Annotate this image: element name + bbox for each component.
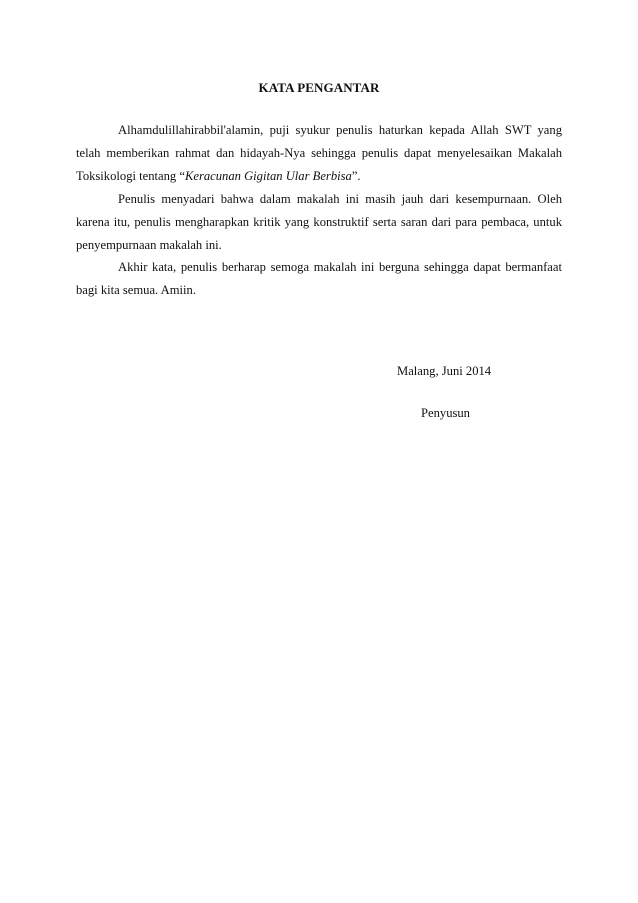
place-date: Malang, Juni 2014 — [397, 364, 492, 378]
document-body — [76, 119, 562, 302]
paragraph-2: Penulis menyadari bahwa dalam makalah ini masih jauh dari kesempurnaan. Oleh karena itu, penulis mengharapkan kritik yang konstruktif serta saran dari para pembaca, untuk penyempurnaan makalah ini. — [76, 191, 562, 252]
paragraph-1-italic-title: Keracunan Gigitan Ular Berbisa — [184, 168, 352, 183]
paragraph-1-text: Alhamdulillahirabbil'alamin, puji syukur penulis haturkan kepada Allah SWT yang telah memberikan rahmat dan hidayah-Nya sehingga penulis dapat menyelesaikan Makalah Toksikologi tentang “ — [76, 123, 562, 183]
paragraph-3: Akhir kata, penulis berharap semoga makalah ini berguna sehingga dapat bermanfaat bagi kita semua. Amiin. — [76, 260, 562, 298]
signer-label: Penyusun — [421, 406, 470, 420]
paragraph-1 — [76, 119, 562, 188]
paragraph-1-text-end: ”. — [351, 168, 361, 183]
document-title: KATA PENGANTAR — [258, 80, 380, 95]
